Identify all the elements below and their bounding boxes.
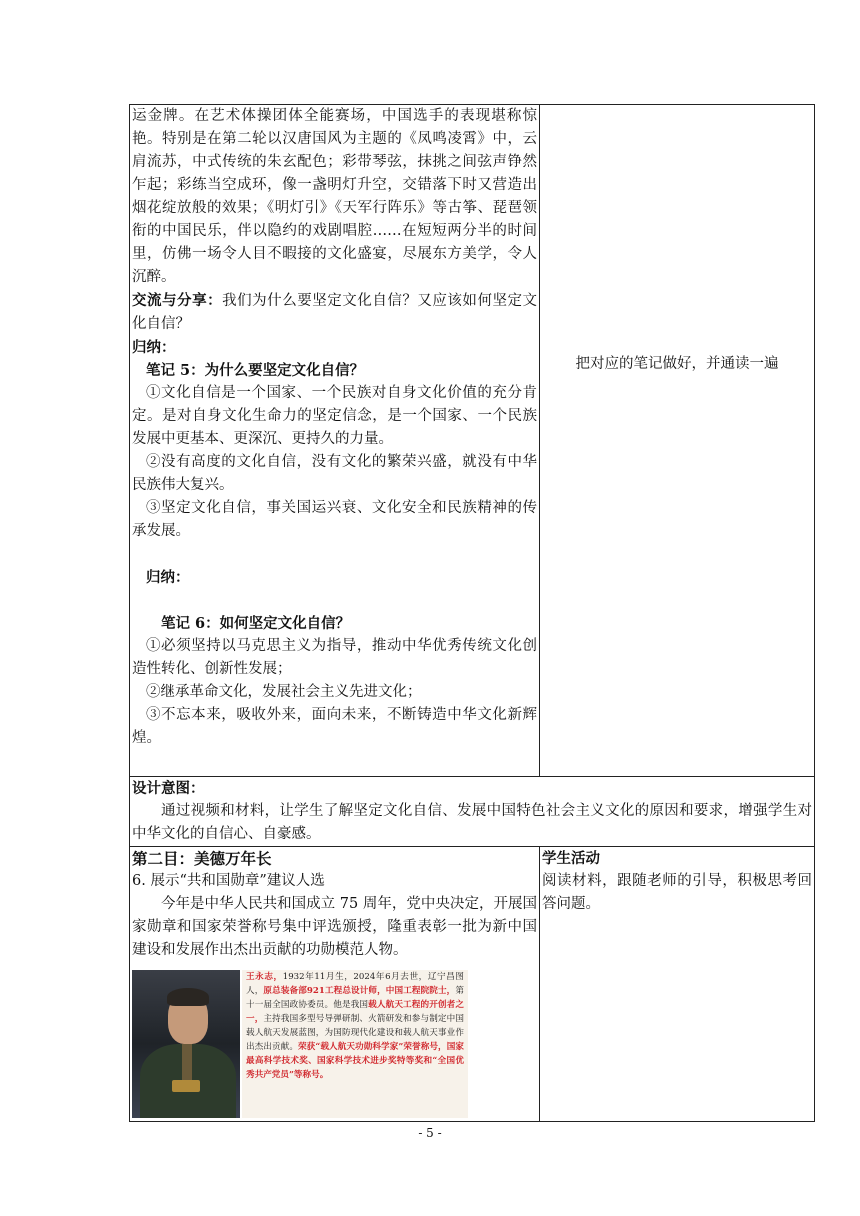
section-paragraph: 今年是中华人民共和国成立 75 周年，党中央决定，开展国家勋章和国家荣誉称号集中评选颁授，隆重表彰一批为新中国建设和发展作出杰出贡献的功勋模范人物。 — [132, 896, 537, 958]
section2-content-cell — [130, 847, 540, 1122]
figure — [132, 970, 537, 1118]
design-text: 通过视频和材料，让学生了解坚定文化自信、发展中国特色社会主义文化的原因和要求，增强学生对中华文化的自信心、自豪感。 — [132, 803, 812, 842]
note6-title: 笔记 6：如何坚定文化自信？ — [161, 615, 351, 632]
note6-item: ①必须坚持以马克思主义为指导，推动中华优秀传统文化创造性转化、创新性发展； — [132, 638, 537, 677]
note5-title: 笔记 5：为什么要坚定文化自信？ — [146, 362, 365, 379]
note6-item: ③不忘本来，吸收外来，面向未来，不断铸造中华文化新辉煌。 — [132, 707, 537, 746]
summary-label: 归纳： — [146, 569, 190, 586]
bio-highlight: 载人航天工程的开创者之一， — [246, 1000, 464, 1024]
design-intent-cell — [130, 777, 815, 847]
section2-activity-cell — [540, 847, 815, 1122]
bio-name: 王永志， — [246, 972, 283, 982]
bio-card — [242, 970, 468, 1118]
share-label: 交流与分享： — [132, 292, 223, 309]
bio-highlight: 荣获“载人航天功勋科学家”荣誉称号，国家最高科学技术奖、国家科学技术进步奖特等奖和“全国优秀共产党员”等称号。 — [246, 1042, 464, 1080]
table-row — [130, 847, 815, 1122]
activity-label: 学生活动 — [542, 850, 600, 867]
teaching-content-cell — [130, 105, 540, 777]
note5-item: ②没有高度的文化自信，没有文化的繁荣兴盛，就没有中华民族伟大复兴。 — [132, 454, 537, 493]
bio-highlight: 原总装备部921工程总设计师，中国工程院院士， — [263, 986, 456, 996]
activity-text: 阅读材料，跟随老师的引导，积极思考回答问题。 — [542, 873, 812, 912]
section-item: 6. 展示“共和国勋章”建议人选 — [132, 873, 325, 889]
bio-text: 1932年11月生，2024年6月去世，辽宁昌图人， — [246, 972, 464, 996]
share-question — [132, 289, 537, 336]
activity-note: 把对应的笔记做好，并通读一遍 — [575, 356, 779, 372]
design-label: 设计意图： — [132, 780, 205, 797]
summary-label: 归纳： — [132, 339, 176, 356]
table-row — [130, 105, 815, 777]
page-number: - 5 - — [418, 1126, 442, 1140]
material-paragraph: 运金牌。在艺术体操团体全能赛场，中国选手的表现堪称惊艳。特别是在第二轮以汉唐国风为主题的《凤鸣凌霄》中，云肩流苏，中式传统的朱玄配色；彩带琴弦，抹挑之间弦声铮然乍起；彩练当空成环，像一盏明灯升空，交错落下时又营造出烟花绽放般的效果；《明灯引》《天军行阵乐》等古筝、琵琶领衔的中国民乐，伴以隐约的戏剧唱腔……在短短两分半的时间里，仿佛一场令人目不暇接的文化盛宴，尽展东方美学，令人沉醉。 — [132, 108, 537, 285]
section-title: 第二目：美德万年长 — [132, 849, 272, 868]
note6-item: ②继承革命文化，发展社会主义先进文化； — [146, 684, 422, 700]
portrait-image — [132, 970, 240, 1118]
lesson-table — [129, 104, 815, 1122]
bio-text: 第十一届全国政协委员。他是我国 — [246, 986, 464, 1010]
table-row — [130, 777, 815, 847]
bio-text: 主持我国多型号导弹研制、火箭研发和参与制定中国载人航天发展蓝图，为国防现代化建设和载人航天事业作出杰出贡献。 — [246, 1014, 464, 1052]
share-text: 我们为什么要坚定文化自信？又应该如何坚定文化自信？ — [132, 293, 538, 332]
note5-item: ①文化自信是一个国家、一个民族对自身文化价值的充分肯定。是对自身文化生命力的坚定信念，是一个国家、一个民族发展中更基本、更深沉、更持久的力量。 — [132, 385, 537, 447]
student-activity-cell — [540, 105, 815, 777]
note5-item: ③坚定文化自信，事关国运兴衰、文化安全和民族精神的传承发展。 — [132, 500, 537, 539]
